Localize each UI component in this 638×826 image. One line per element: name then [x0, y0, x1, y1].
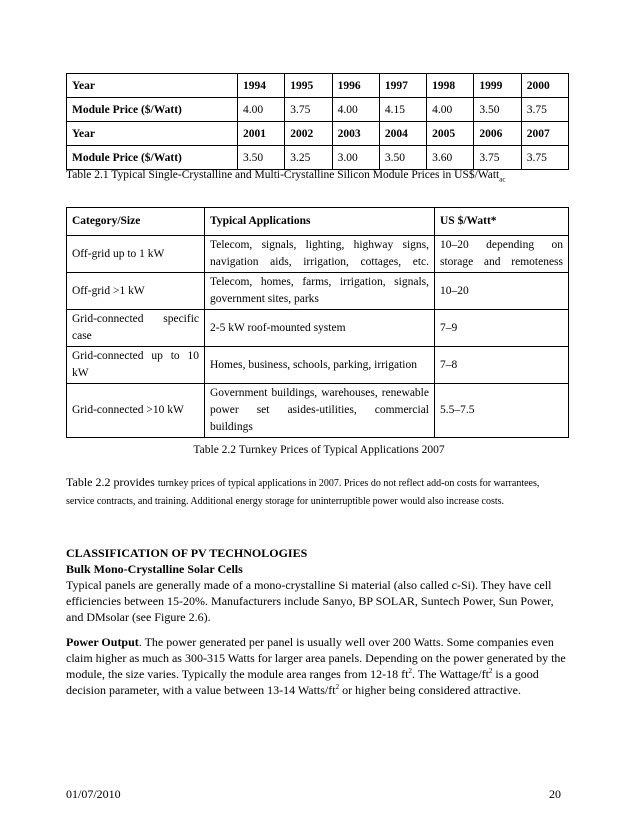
price-label-cell: Module Price ($/Watt): [67, 98, 238, 122]
table-cell: 4.00: [238, 98, 285, 122]
category-cell: Off-grid >1 kW: [67, 273, 205, 310]
table-row: [67, 384, 569, 438]
price-label-cell: Module Price ($/Watt): [67, 146, 238, 170]
table-cell: 2007: [521, 122, 568, 146]
category-cell: Grid-connected up to 10 kW: [67, 347, 205, 384]
table-row: [67, 347, 569, 384]
table-row: [67, 122, 569, 146]
table-cell: 3.75: [285, 98, 332, 122]
table-cell: 4.00: [332, 98, 379, 122]
footer-date: 01/07/2010: [66, 787, 121, 801]
caption-subscript: ac: [499, 175, 506, 184]
table-cell: 1998: [427, 74, 474, 98]
column-header: Typical Applications: [205, 208, 435, 236]
superscript: 2: [335, 683, 340, 691]
section-body: Typical panels are generally made of a mono-crystalline Si material (also called c-Si). They have cell efficiencies between 15-20%. Manufacturers include Sanyo, BP SOLAR, Suntech Power, Sun Power, and DMsolar (see Figure 2.6).: [66, 578, 554, 624]
price-cell: 5.5–7.5: [435, 384, 569, 438]
table-cell: 3.00: [332, 146, 379, 170]
applications-cell: 2-5 kW roof-mounted system: [205, 310, 435, 347]
table-cell: 3.50: [238, 146, 285, 170]
table-cell: 2005: [427, 122, 474, 146]
table-caption: Table 2.2 Turnkey Prices of Typical Applications 2007: [193, 444, 445, 456]
category-cell: Grid-connected >10 kW: [67, 384, 205, 438]
table-cell: 2001: [238, 122, 285, 146]
caption-text: Table 2.1 Typical Single-Crystalline and Multi-Crystalline Silicon Module Prices in US$/Watt: [66, 169, 500, 181]
table-cell: 4.00: [427, 98, 474, 122]
table-cell: 3.50: [474, 98, 521, 122]
power-output-label: Power Output: [66, 635, 139, 649]
applications-cell: Government buildings, warehouses, renewable power set asides-utilities, commercial buildings: [205, 384, 435, 438]
paragraph-text: turnkey prices of typical applications in 2007. Prices do not reflect add-on costs for warrantees, service contracts, and training. Additional energy storage for uninterruptible power would also increase costs.: [66, 478, 540, 507]
category-cell: Off-grid up to 1 kW: [67, 236, 205, 273]
table-header-row: [67, 208, 569, 236]
applications-cell: Homes, business, schools, parking, irrigation: [205, 347, 435, 384]
table-row: [67, 74, 569, 98]
year-label-cell: Year: [67, 122, 238, 146]
table-cell: 2004: [379, 122, 426, 146]
table-cell: 3.75: [474, 146, 521, 170]
applications-cell: Telecom, signals, lighting, highway signs, navigation aids, irrigation, cottages, etc.: [205, 236, 435, 273]
table-row: [67, 146, 569, 170]
table-cell: 1994: [238, 74, 285, 98]
table-cell: 2002: [285, 122, 332, 146]
table-cell: 2006: [474, 122, 521, 146]
applications-cell: Telecom, homes, farms, irrigation, signals, government sites, parks: [205, 273, 435, 310]
table-cell: 1997: [379, 74, 426, 98]
paragraph-text: . The Wattage/ft: [412, 667, 489, 681]
category-cell: Grid-connected specific case: [67, 310, 205, 347]
section: [66, 545, 566, 625]
table-cell: 3.75: [521, 98, 568, 122]
table-caption: [66, 169, 505, 183]
table-row: [67, 273, 569, 310]
price-cell: 10–20 depending on storage and remoteness: [435, 236, 569, 273]
table-cell: 1995: [285, 74, 332, 98]
table-cell: 2000: [521, 74, 568, 98]
paragraph: [66, 474, 566, 510]
table-cell: 3.25: [285, 146, 332, 170]
table-row: [67, 236, 569, 273]
table-cell: 3.50: [379, 146, 426, 170]
table-cell: 3.60: [427, 146, 474, 170]
superscript: 2: [488, 667, 493, 675]
paragraph-lead: Table 2.2 provides: [66, 475, 158, 489]
table-cell: 1999: [474, 74, 521, 98]
turnkey-price-table: [66, 207, 569, 438]
paragraph-text: is a good decision parameter, with a value between 13-14 Watts/ft: [66, 667, 539, 697]
table-cell: 1996: [332, 74, 379, 98]
module-price-table: [66, 73, 569, 170]
section-subheading: Bulk Mono-Crystalline Solar Cells: [66, 562, 243, 576]
power-output-paragraph: [66, 634, 566, 698]
price-cell: 7–9: [435, 310, 569, 347]
paragraph-text: . The power generated per panel is usually well over 200 Watts. Some companies even claim higher as much as 300-315 Watts for larger area panels. Depending on the power generated by the module, the size varies. Typically the module area ranges from 12-18 ft: [66, 635, 566, 681]
table-row: [67, 310, 569, 347]
column-header: Category/Size: [67, 208, 205, 236]
paragraph-text: or higher being considered attractive.: [339, 683, 522, 697]
superscript: 2: [408, 667, 412, 675]
table-cell: 4.15: [379, 98, 426, 122]
price-cell: 7–8: [435, 347, 569, 384]
table-cell: 3.75: [521, 146, 568, 170]
section-heading: CLASSIFICATION OF PV TECHNOLOGIES: [66, 546, 308, 560]
page-number: 20: [549, 787, 561, 801]
column-header: US $/Watt*: [435, 208, 569, 236]
table-row: [67, 98, 569, 122]
year-label-cell: Year: [67, 74, 238, 98]
table-cell: 2003: [332, 122, 379, 146]
price-cell: 10–20: [435, 273, 569, 310]
